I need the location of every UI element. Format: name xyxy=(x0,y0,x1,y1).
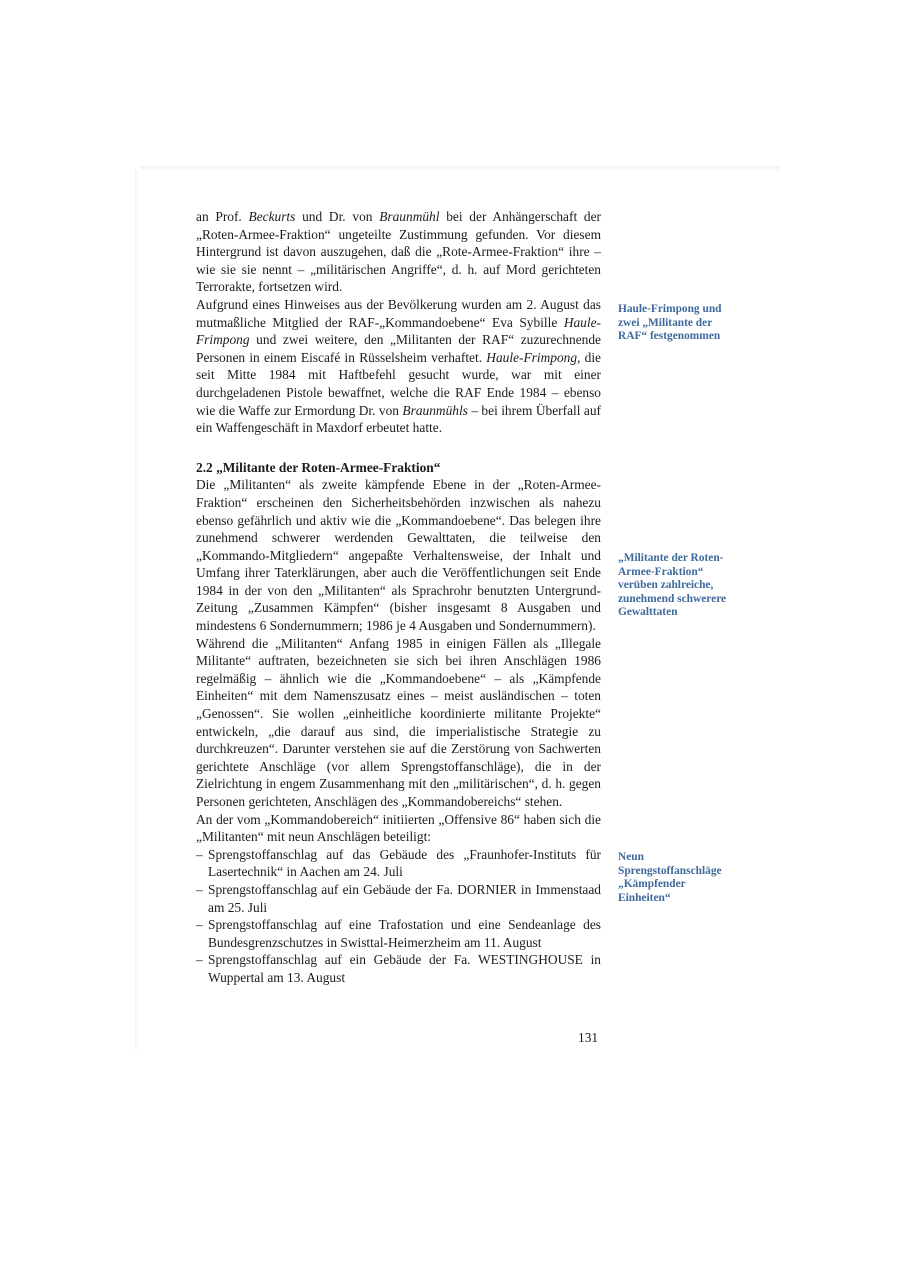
list-item-text: Sprengstoffanschlag auf eine Trafostation und eine Sendeanlage des Bundesgrenzschutzes in Swisttal-Heimerzheim am 11. August xyxy=(208,917,601,950)
paragraph: an Prof. Beckurts und Dr. von Braunmühl bei der Anhängerschaft der „Roten-Armee-Fraktion“ ungeteilte Zustimmung gefunden. Vor diesem Hintergrund ist davon auszugehen, daß die „Rote-Armee-Fraktion“ ihre – wie sie sie nennt – „militärischen Angriffe“, d. h. auf Mord gerichteten Terrorakte, fortsetzen wird. xyxy=(196,209,601,295)
list-item xyxy=(196,916,601,951)
italic-name: Braunmühl xyxy=(379,209,440,224)
italic-name: Beckurts xyxy=(248,209,296,224)
italic-name: Braunmühls xyxy=(402,402,468,418)
list-item xyxy=(196,881,601,916)
list-item-text: Sprengstoffanschlag auf ein Gebäude der Fa. WESTINGHOUSE in Wuppertal am 13. August xyxy=(208,952,601,985)
italic-name: Haule-Frimpong xyxy=(196,314,601,348)
margin-note-arrest: Haule-Frimpong und zwei „Militante der RAF“ festgenommen xyxy=(618,303,722,343)
section-heading: 2.2 „Militante der Roten-Armee-Fraktion“ xyxy=(196,459,441,475)
main-text-column xyxy=(196,208,601,987)
page-number: 131 xyxy=(578,1030,599,1045)
scan-shadow-top xyxy=(140,166,780,172)
list-bullet: – xyxy=(196,917,203,933)
paragraph: Die „Militanten“ als zweite kämpfende Ebene in der „Roten-Armee-Fraktion“ erscheinen den Sicherheitsbehörden inzwischen als nahezu ebenso gefährlich und aktiv wie die „Kommandoebene“. Das belegen ihre zunehmend schwerer werdenden Gewalttaten, die teilweise den „Kommando-Mitgliedern“ angepaßte Verhaltensweise, der Inhalt und Umfang ihrer Taterklärungen, aber auch die Veröffentlichungen seit Ende 1984 in der von den „Militanten“ als Sprachrohr benutzten Untergrund-Zeitung „Zusammen Kämpfen“ (bisher insgesamt 8 Ausgaben und mindestens 6 Sondernummern; 1986 je 4 Ausgaben und Sondernummern). xyxy=(196,477,601,634)
list-bullet: – xyxy=(196,846,203,862)
list-item-text: Sprengstoffanschlag auf das Gebäude des „Fraunhofer-Instituts für Lasertechnik“ in Aachen am 24. Juli xyxy=(208,846,601,880)
paragraph: Aufgrund eines Hinweises aus der Bevölkerung wurden am 2. August das mutmaßliche Mitglied der RAF-„Kommandoebene“ Eva Sybille Haule-Frimpong und zwei weitere, den „Militanten der RAF“ zuzurechnende Personen in einem Eiscafé in Rüsselsheim verhaftet. Haule-Frimpong, die seit Mitte 1984 mit Haftbefehl gesucht wurde, war mit einer durchgeladenen Pistole bewaffnet, welche die RAF Ende 1984 – ebenso wie die Waffe zur Ermordung Dr. von Braunmühls – bei ihrem Überfall auf ein Waffengeschäft in Maxdorf erbeutet hatte. xyxy=(196,296,601,436)
list-bullet: – xyxy=(196,952,203,968)
margin-note-militants: „Militante der Roten-Armee-Fraktion“ verüben zahlreiche, zunehmend schwerere Gewalttaten xyxy=(618,552,727,619)
paragraph: Während die „Militanten“ Anfang 1985 in einigen Fällen als „Illegale Militante“ auftraten, bezeichneten sie sich bei ihren Anschlägen 1986 regelmäßig – ähnlich wie die „Kommandoebene“ – als „Kämpfende Einheiten“ mit dem Namenszusatz eines – meist ausländischen – toten „Genossen“. Sie wollen „einheitliche koordinierte militante Projekte“ entwickeln, „die darauf aus sind, die imperialistische Strategie zu durchkreuzen“. Darunter verstehen sie auf die Zerstörung von Sachwerten gerichtete Anschläge (vor allem Sprengstoffanschläge), die in der Zielrichtung in engem Zusammenhang mit den „militärischen“, d. h. gegen Personen gerichteten, Anschlägen des „Kommandobereichs“ stehen. xyxy=(196,635,601,809)
scan-shadow-left xyxy=(135,170,139,1050)
margin-note-attacks: Neun Sprengstoffanschläge „Kämpfender Einheiten“ xyxy=(618,851,722,904)
list-item xyxy=(196,846,601,881)
list-item xyxy=(196,951,601,986)
list-item-text: Sprengstoffanschlag auf ein Gebäude der Fa. DORNIER in Immenstaad am 25. Juli xyxy=(208,881,601,915)
list-bullet: – xyxy=(196,881,203,897)
attack-list xyxy=(196,846,601,987)
italic-name: Haule-Frimpong, xyxy=(486,349,581,365)
paragraph: An der vom „Kommandobereich“ initiierten „Offensive 86“ haben sich die „Militanten“ mit neun Anschlägen beteiligt: xyxy=(196,811,601,845)
